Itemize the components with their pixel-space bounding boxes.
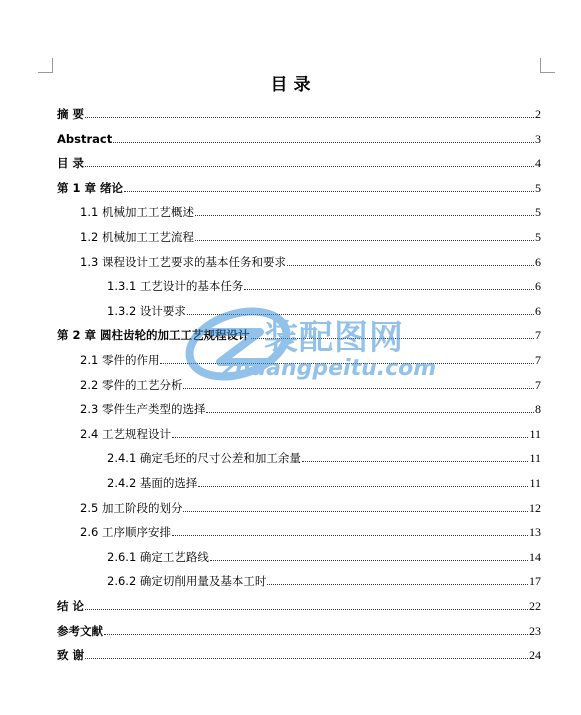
toc-entry-label: 结 论 <box>57 599 85 613</box>
toc-entry-label: 2.1 零件的作用 <box>80 353 160 367</box>
toc-entry-label: 第 2 章 圆柱齿轮的加工工艺规程设计 <box>57 328 250 343</box>
toc-entry[interactable] <box>80 423 541 441</box>
toc-entry-page-number: 5 <box>535 230 541 244</box>
toc-dot-leader <box>160 362 534 364</box>
toc-dot-leader <box>187 313 534 315</box>
toc-entry[interactable] <box>107 300 541 318</box>
toc-entry-page-number: 5 <box>535 205 541 220</box>
toc-entry-label: 1.2 机械加工工艺流程 <box>80 230 194 244</box>
toc-entry-page-number: 7 <box>535 377 541 392</box>
toc-entry-label: Abstract <box>57 131 113 146</box>
toc-entry[interactable] <box>107 447 541 465</box>
toc-entry-label: 1.1 机械加工工艺概述 <box>80 205 194 220</box>
toc-dot-leader <box>172 534 528 536</box>
toc-entry-label: 2.2 零件的工艺分析 <box>80 377 183 392</box>
toc-dot-leader <box>85 116 534 118</box>
toc-dot-leader <box>251 337 534 339</box>
toc-dot-leader <box>287 264 534 266</box>
toc-entry[interactable] <box>107 275 541 293</box>
toc-entry-page-number: 17 <box>529 574 541 589</box>
toc-dot-leader <box>183 510 528 512</box>
toc-entry-label: 目 录 <box>57 156 85 171</box>
toc-entry-label: 1.3 课程设计工艺要求的基本任务和要求 <box>80 254 286 269</box>
toc-entry-page-number: 11 <box>529 451 541 466</box>
toc-entry-page-number: 14 <box>529 549 541 564</box>
toc-dot-leader <box>198 485 528 487</box>
toc-entry-label: 1.3.2 设计要求 <box>107 303 186 318</box>
toc-dot-leader <box>206 411 534 413</box>
toc-entry[interactable] <box>57 620 541 638</box>
toc-entry[interactable] <box>80 349 541 367</box>
toc-dot-leader <box>172 436 528 438</box>
toc-entry[interactable] <box>80 497 541 515</box>
toc-entry[interactable] <box>57 595 541 613</box>
toc-entry[interactable] <box>57 128 541 146</box>
toc-entry-label: 参考文献 <box>57 623 103 638</box>
toc-dot-leader <box>244 288 534 290</box>
toc-entry-page-number: 6 <box>535 279 541 294</box>
toc-entry[interactable] <box>80 521 541 539</box>
toc-entry-page-number: 8 <box>535 402 541 417</box>
toc-entry-page-number: 6 <box>535 254 541 269</box>
toc-entry-page-number: 3 <box>535 131 541 146</box>
toc-entry[interactable] <box>57 152 541 170</box>
toc-entry-label: 摘 要 <box>57 107 85 121</box>
toc-entry-page-number: 24 <box>529 648 541 663</box>
toc-entry-page-number: 4 <box>535 156 541 171</box>
toc-dot-leader <box>267 583 528 585</box>
toc-entry[interactable] <box>57 177 541 195</box>
toc-dot-leader <box>85 165 534 167</box>
toc-entry[interactable] <box>107 546 541 564</box>
toc-dot-leader <box>183 387 534 389</box>
toc-entry-label: 2.5 加工阶段的划分 <box>80 500 183 515</box>
toc-entry-label: 第 1 章 绪论 <box>57 180 124 195</box>
toc-dot-leader <box>113 141 534 143</box>
toc-dot-leader <box>210 559 528 561</box>
toc-dot-leader <box>195 239 534 241</box>
toc-entry-page-number: 7 <box>535 328 541 343</box>
toc-title: 目 录 <box>270 75 311 95</box>
toc-entry[interactable] <box>80 251 541 269</box>
toc-entry-page-number: 6 <box>535 303 541 318</box>
toc-entry[interactable] <box>107 472 541 490</box>
toc-entry-label: 2.4.1 确定毛坯的尺寸公差和加工余量 <box>107 451 301 466</box>
toc-entry-page-number: 11 <box>529 426 541 441</box>
toc-dot-leader <box>302 460 529 462</box>
toc-entry-label: 致 谢 <box>57 648 85 663</box>
toc-entry-label: 2.6.1 确定工艺路线 <box>107 549 209 564</box>
toc-dot-leader <box>85 608 528 610</box>
watermark-text-cn: 装配图网 <box>264 318 404 358</box>
toc-entry[interactable] <box>80 226 541 244</box>
toc-entry[interactable] <box>57 644 541 662</box>
toc-entry-label: 2.6.2 确定切削用量及基本工时 <box>107 574 267 589</box>
toc-entry-label: 1.3.1 工艺设计的基本任务 <box>107 279 244 294</box>
toc-entry-label: 2.3 零件生产类型的选择 <box>80 402 206 417</box>
toc-entry[interactable] <box>80 374 541 392</box>
toc-entry[interactable] <box>80 201 541 219</box>
toc-dot-leader <box>124 190 534 192</box>
toc-entry-page-number: 12 <box>529 500 541 515</box>
toc-entry[interactable] <box>57 324 541 342</box>
toc-entry-page-number: 23 <box>529 623 541 638</box>
toc-entry[interactable] <box>57 103 541 121</box>
toc-dot-leader <box>104 633 528 635</box>
toc-entry-label: 2.4.2 基面的选择 <box>107 476 198 490</box>
toc-dot-leader <box>195 214 534 216</box>
toc-entry[interactable] <box>107 570 541 588</box>
toc-entry[interactable] <box>80 398 541 416</box>
toc-entry-page-number: 5 <box>535 180 541 195</box>
toc-dot-leader <box>85 657 528 659</box>
toc-entry-page-number: 22 <box>529 599 541 613</box>
toc-entry-page-number: 7 <box>535 353 541 367</box>
toc-entry-page-number: 11 <box>529 476 541 490</box>
toc-entry-page-number: 13 <box>529 525 541 540</box>
toc-entry-label: 2.4 工艺规程设计 <box>80 426 171 441</box>
toc-entry-page-number: 2 <box>535 107 541 121</box>
toc-entry-label: 2.6 工序顺序安排 <box>80 525 171 540</box>
watermark-text-en: zhuangpeitu.com <box>222 356 437 381</box>
